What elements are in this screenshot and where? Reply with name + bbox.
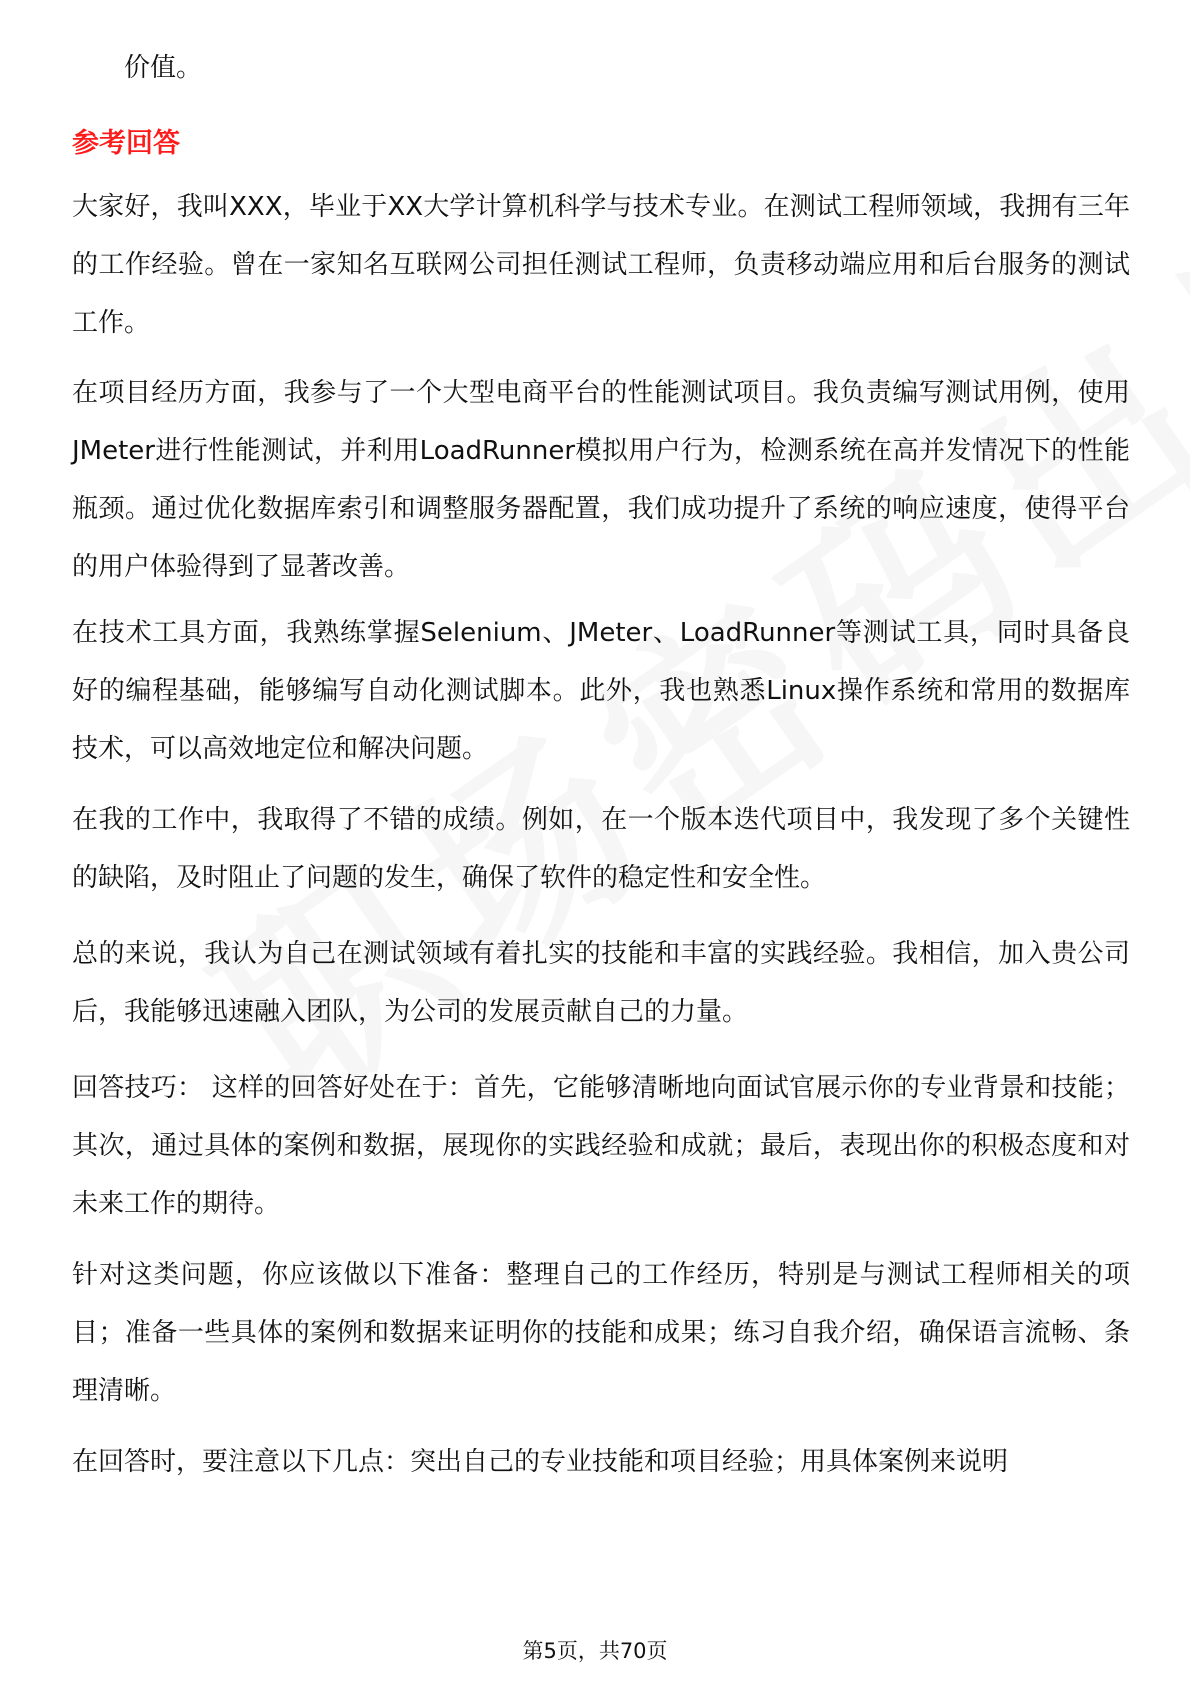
paragraph-achievements: 在我的工作中，我取得了不错的成绩。例如，在一个版本迭代项目中，我发现了多个关键性的缺陷，及时阻止了问题的发生，确保了软件的稳定性和安全性。: [72, 805, 1130, 893]
paragraph-tips: 回答技巧： 这样的回答好处在于：首先，它能够清晰地向面试官展示你的专业背景和技能；其次，通过具体的案例和数据，展现你的实践经验和成就；最后，表现出你的积极态度和对未来工作的期待。: [72, 1073, 1130, 1219]
paragraph-notes: 在回答时，要注意以下几点：突出自己的专业技能和项目经验；用具体案例来说明: [72, 1447, 1009, 1477]
paragraph-project: 在项目经历方面，我参与了一个大型电商平台的性能测试项目。我负责编写测试用例，使用JMeter进行性能测试，并利用LoadRunner模拟用户行为，检测系统在高并发情况下的性能瓶颈。通过优化数据库索引和调整服务器配置，我们成功提升了系统的响应速度，使得平台的用户体验得到了显著改善。: [72, 378, 1130, 582]
paragraph-preparation: 针对这类问题，你应该做以下准备：整理自己的工作经历，特别是与测试工程师相关的项目；准备一些具体的案例和数据来证明你的技能和成果；练习自我介绍，确保语言流畅、条理清晰。: [72, 1260, 1130, 1406]
paragraph-intro: 大家好，我叫XXX，毕业于XX大学计算机科学与技术专业。在测试工程师领域，我拥有三年的工作经验。曾在一家知名互联网公司担任测试工程师，负责移动端应用和后台服务的测试工作。: [72, 192, 1130, 338]
paragraph-tools: 在技术工具方面，我熟练掌握Selenium、JMeter、LoadRunner等测试工具，同时具备良好的编程基础，能够编写自动化测试脚本。此外，我也熟悉Linux操作系统和常用的数据库技术，可以高效地定位和解决问题。: [72, 618, 1130, 764]
lead-text: 价值。: [124, 53, 203, 83]
page-number-footer: 第5页，共70页: [522, 1639, 668, 1663]
paragraph-summary: 总的来说，我认为自己在测试领域有着扎实的技能和丰富的实践经验。我相信，加入贵公司后，我能够迅速融入团队，为公司的发展贡献自己的力量。: [72, 939, 1130, 1027]
section-heading: 参考回答: [72, 128, 180, 159]
